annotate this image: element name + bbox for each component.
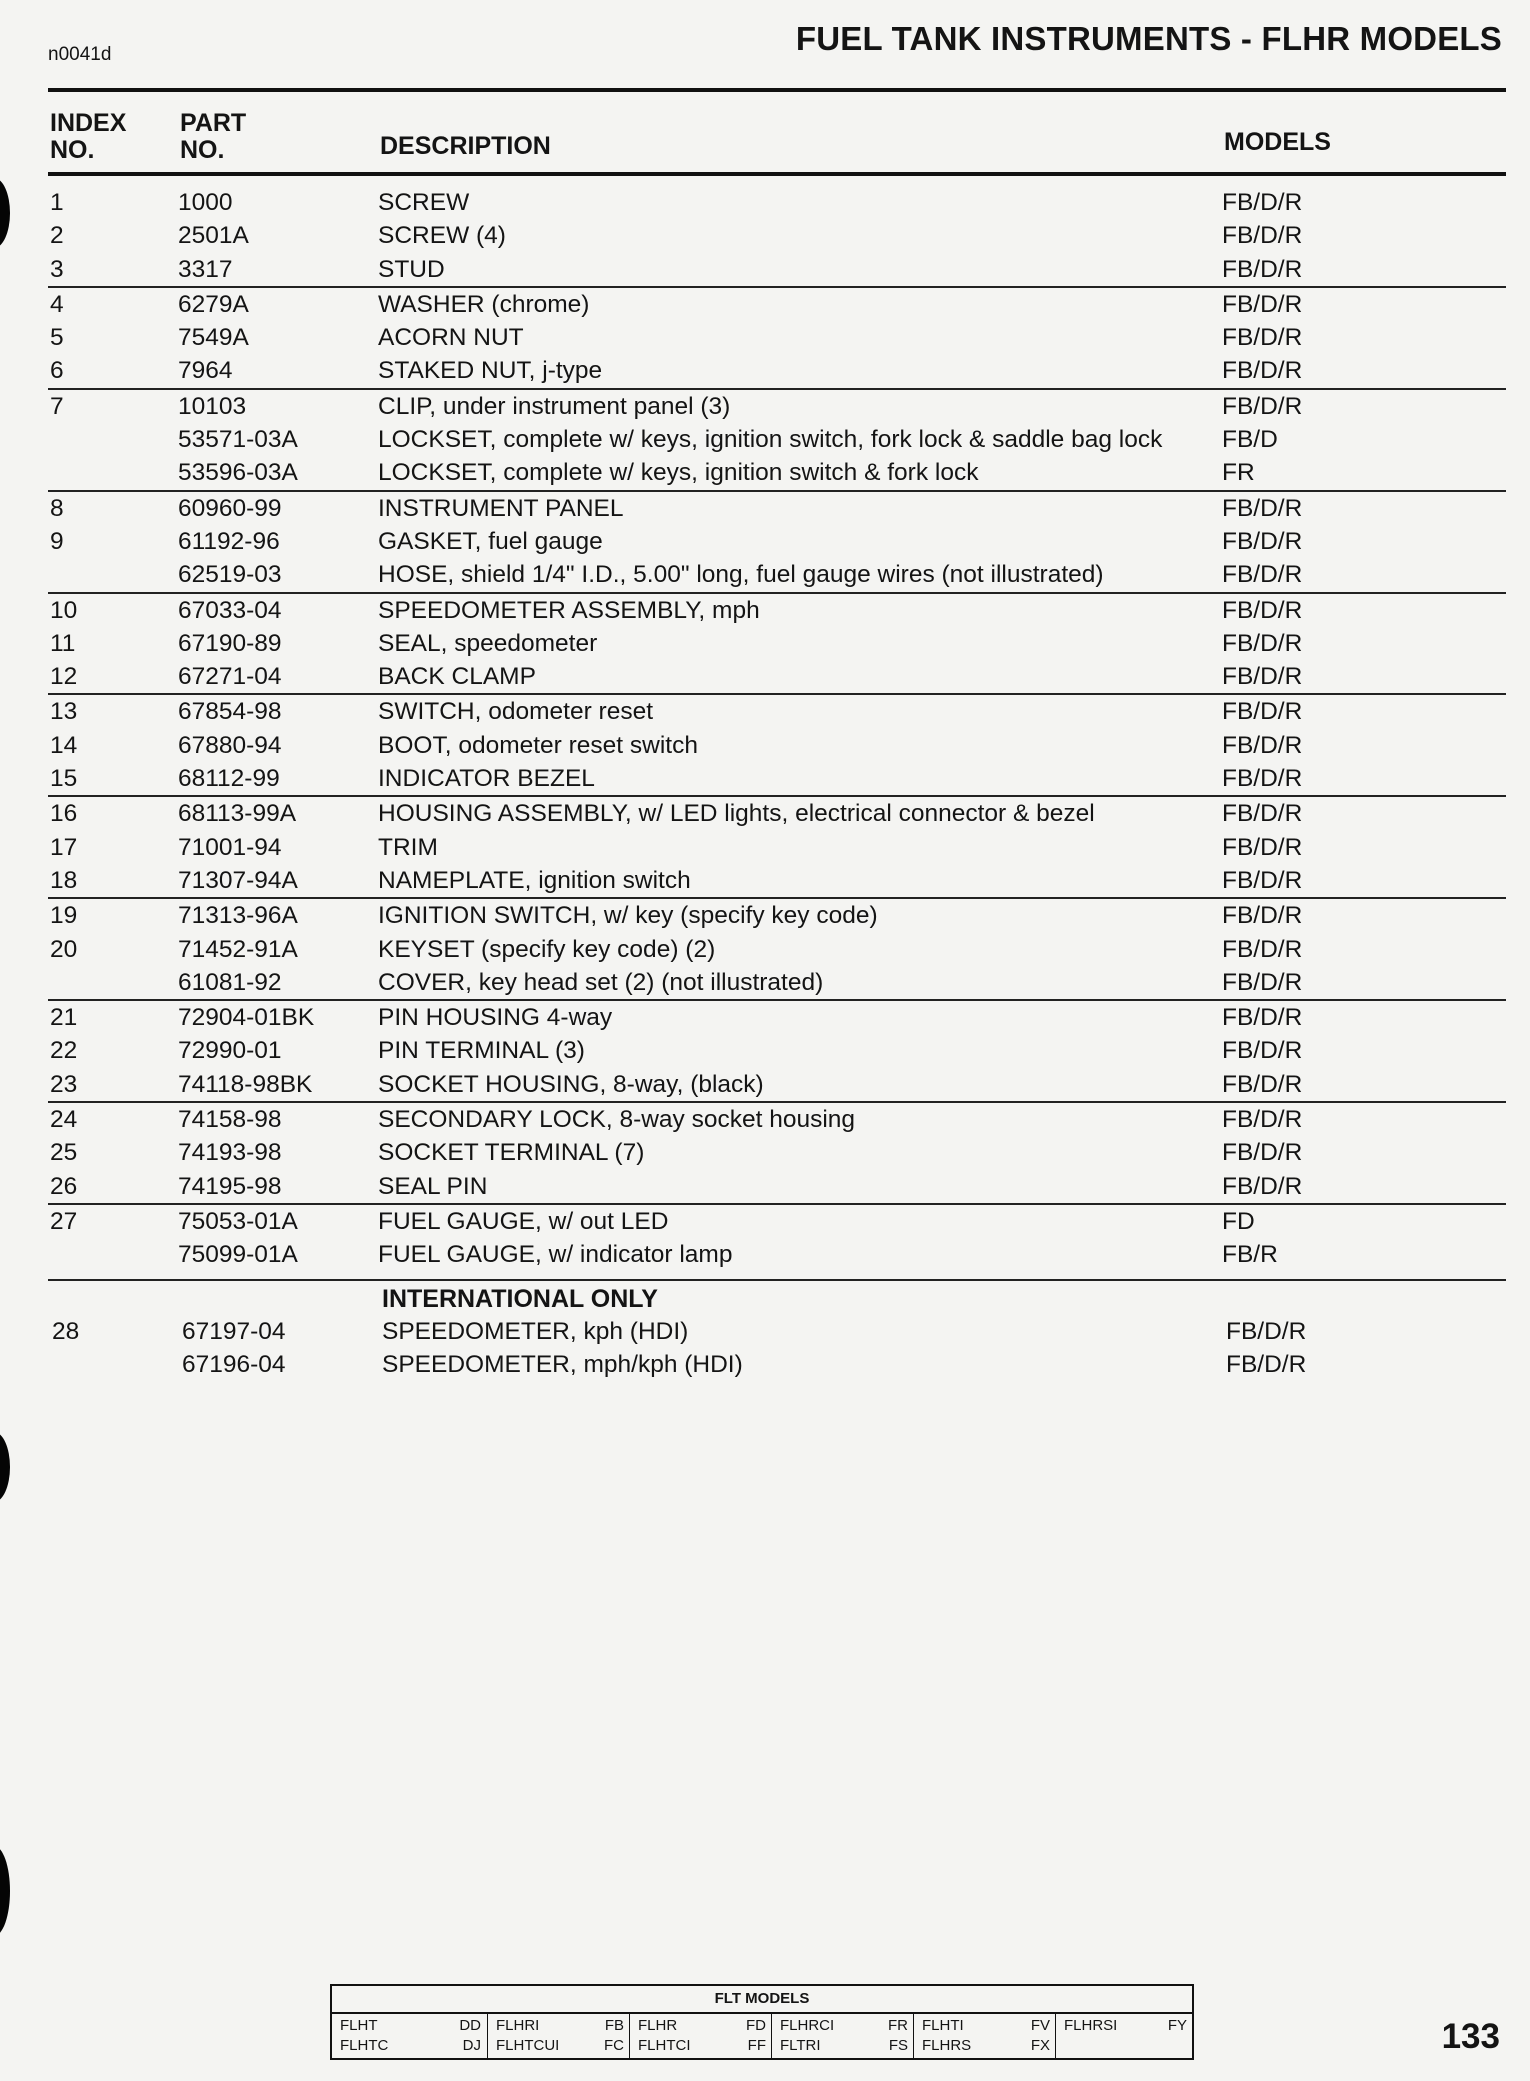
- part-no: 75099-01A: [178, 1241, 298, 1269]
- page-title: FUEL TANK INSTRUMENTS - FLHR MODELS: [795, 20, 1502, 57]
- models: FB/D/R: [1222, 902, 1303, 930]
- part-no: 67197-04: [182, 1318, 286, 1345]
- part-description: STAKED NUT, j-type: [378, 357, 603, 385]
- model-name: FLHT: [340, 2017, 378, 2034]
- page-number: 133: [1441, 2017, 1500, 2056]
- index-no: 19: [50, 902, 78, 930]
- table-row: [0, 219, 1530, 252]
- part-no: 61192-96: [178, 527, 280, 555]
- part-description: CLIP, under instrument panel (3): [378, 392, 731, 420]
- model-code: FS: [888, 2037, 908, 2054]
- flt-model-cell: [1055, 2014, 1193, 2058]
- model-code: FC: [604, 2037, 624, 2054]
- index-no: 12: [50, 663, 78, 691]
- document-code: n0041d: [48, 44, 112, 65]
- models: FB/D/R: [1222, 800, 1303, 828]
- part-description: SPEEDOMETER, kph (HDI): [382, 1318, 689, 1345]
- table-row: [0, 1238, 1530, 1271]
- index-no: 2: [50, 222, 64, 250]
- part-description: FUEL GAUGE, w/ indicator lamp: [378, 1241, 733, 1269]
- models: FB/D/R: [1222, 935, 1303, 963]
- part-no: 7964: [178, 357, 233, 385]
- flt-model-cell: [487, 2014, 630, 2058]
- model-name: FLHRSI: [1064, 2017, 1118, 2034]
- part-no: 71313-96A: [178, 902, 298, 930]
- table-row: [0, 558, 1530, 591]
- models: FB/R: [1222, 1241, 1278, 1269]
- header-index: [50, 110, 126, 164]
- index-no: 11: [50, 629, 76, 657]
- table-row: [48, 592, 1506, 627]
- index-no: 21: [50, 1004, 78, 1032]
- table-row: [0, 831, 1530, 864]
- index-no: 1: [50, 189, 64, 216]
- models: FB/D/R: [1222, 1172, 1303, 1200]
- header-part-line2: NO.: [180, 136, 225, 164]
- models: FB/D/R: [1222, 1070, 1303, 1098]
- part-description: BOOT, odometer reset switch: [378, 731, 698, 759]
- table-row: [0, 1170, 1530, 1203]
- index-no: 3: [50, 255, 64, 283]
- table-row: [48, 1203, 1506, 1238]
- table-row: [0, 729, 1530, 762]
- part-no: 67033-04: [178, 596, 282, 624]
- index-no: 4: [50, 290, 64, 318]
- model-code: FX: [1030, 2037, 1050, 2054]
- models: FB/D/R: [1222, 1106, 1303, 1134]
- part-description: SCREW (4): [378, 222, 506, 250]
- table-row: [0, 354, 1530, 387]
- header-description: DESCRIPTION: [380, 132, 551, 160]
- part-no: 68113-99A: [178, 800, 297, 828]
- part-no: 67880-94: [178, 731, 282, 759]
- index-no: 8: [50, 494, 64, 522]
- part-description: TRIM: [378, 833, 438, 861]
- top-rule: [48, 88, 1506, 92]
- index-no: 13: [50, 698, 78, 726]
- model-code: DD: [459, 2017, 481, 2034]
- index-no: 20: [50, 935, 78, 963]
- model-code: DJ: [462, 2037, 481, 2054]
- part-no: 74118-98BK: [178, 1070, 313, 1098]
- table-row: [0, 1315, 1530, 1348]
- flt-model-cell: [913, 2014, 1056, 2058]
- part-no: 1000: [178, 189, 233, 216]
- part-description: SOCKET HOUSING, 8-way, (black): [378, 1070, 764, 1098]
- header-models: MODELS: [1224, 128, 1331, 156]
- models: FB/D: [1222, 426, 1278, 454]
- part-no: 72904-01BK: [178, 1004, 315, 1032]
- part-no: 10103: [178, 392, 247, 420]
- models: FB/D/R: [1222, 561, 1303, 589]
- table-row: [0, 627, 1530, 660]
- international-rule: [48, 1279, 1506, 1281]
- model-code: FV: [1030, 2017, 1050, 2034]
- flt-model-cell: [771, 2014, 914, 2058]
- index-no: 25: [50, 1139, 78, 1167]
- part-no: 61081-92: [178, 968, 282, 996]
- models: FB/D/R: [1226, 1351, 1307, 1379]
- index-no: 6: [50, 357, 64, 385]
- models: FB/D/R: [1222, 866, 1303, 894]
- model-name: FLTRI: [780, 2037, 821, 2054]
- models: FB/D/R: [1222, 629, 1303, 657]
- table-row: [0, 253, 1530, 286]
- part-no: 53571-03A: [178, 426, 298, 454]
- part-description: SECONDARY LOCK, 8-way socket housing: [378, 1106, 856, 1134]
- part-no: 71452-91A: [178, 935, 298, 963]
- part-no: 74158-98: [178, 1106, 282, 1134]
- part-description: SEAL PIN: [378, 1172, 488, 1200]
- models: FB/D/R: [1222, 357, 1303, 385]
- index-no: 22: [50, 1037, 78, 1065]
- model-code: FD: [746, 2017, 766, 2034]
- part-no: 71307-94A: [178, 866, 298, 894]
- flt-models-title: FLT MODELS: [714, 1990, 810, 2007]
- table-row: [0, 762, 1530, 795]
- part-description: GASKET, fuel gauge: [378, 527, 603, 555]
- part-no: 67854-98: [178, 698, 282, 726]
- table-row: [0, 186, 1530, 219]
- table-row: [48, 795, 1506, 830]
- part-description: INSTRUMENT PANEL: [378, 494, 624, 522]
- model-code: FB: [604, 2017, 624, 2034]
- model-name: FLHRS: [922, 2037, 972, 2054]
- part-no: 72990-01: [178, 1037, 282, 1065]
- part-description: BACK CLAMP: [378, 663, 536, 691]
- index-no: 14: [50, 731, 78, 759]
- models: FB/D/R: [1222, 596, 1303, 624]
- models: FB/D/R: [1226, 1318, 1307, 1345]
- part-description: LOCKSET, complete w/ keys, ignition switch, fork lock & saddle bag lock: [378, 426, 1163, 454]
- binder-hole-middle: [0, 1432, 10, 1502]
- flt-model-cell: [629, 2014, 772, 2058]
- header-part-line1: PART: [180, 109, 247, 137]
- part-no: 67196-04: [182, 1351, 286, 1379]
- models: FB/D/R: [1222, 1037, 1303, 1065]
- table-row: [48, 490, 1506, 525]
- index-no: 18: [50, 866, 78, 894]
- parts-table: [0, 186, 1530, 1272]
- header-index-line1: INDEX: [50, 109, 127, 137]
- international-heading: INTERNATIONAL ONLY: [382, 1285, 658, 1313]
- model-code: FR: [888, 2017, 908, 2034]
- models: FB/D/R: [1222, 527, 1303, 555]
- model-name: FLHRCI: [780, 2017, 835, 2034]
- table-row: [0, 1068, 1530, 1101]
- part-description: SEAL, speedometer: [378, 629, 598, 657]
- models: FB/D/R: [1222, 222, 1303, 250]
- index-no: 27: [50, 1207, 78, 1235]
- part-description: PIN HOUSING 4-way: [378, 1004, 613, 1032]
- part-description: FUEL GAUGE, w/ out LED: [378, 1207, 669, 1235]
- models: FB/D/R: [1222, 324, 1303, 352]
- models: FB/D/R: [1222, 663, 1303, 691]
- model-name: FLHTI: [922, 2017, 964, 2034]
- flt-models-legend: [330, 1984, 1194, 2060]
- binder-hole-bottom: [0, 1846, 10, 1936]
- part-no: 67190-89: [178, 629, 282, 657]
- index-no: 24: [50, 1106, 78, 1134]
- header-index-line2: NO.: [50, 136, 95, 164]
- table-row: [48, 388, 1506, 423]
- table-row: [0, 864, 1530, 897]
- model-name: FLHTCUI: [496, 2037, 560, 2054]
- index-no: 28: [52, 1318, 80, 1345]
- part-no: 75053-01A: [178, 1207, 298, 1235]
- part-description: KEYSET (specify key code) (2): [378, 935, 716, 963]
- models: FD: [1222, 1207, 1255, 1235]
- part-description: IGNITION SWITCH, w/ key (specify key code): [378, 902, 878, 930]
- flt-model-cell: [332, 2014, 487, 2058]
- model-name: FLHR: [638, 2017, 678, 2034]
- part-description: STUD: [378, 255, 445, 283]
- table-row: [48, 286, 1506, 321]
- table-row: [48, 897, 1506, 932]
- part-description: COVER, key head set (2) (not illustrated): [378, 968, 824, 996]
- part-no: 53596-03A: [178, 459, 298, 487]
- part-description: ACORN NUT: [378, 324, 524, 352]
- model-name: FLHTC: [340, 2037, 389, 2054]
- part-no: 74193-98: [178, 1139, 282, 1167]
- part-description: SPEEDOMETER ASSEMBLY, mph: [378, 596, 760, 624]
- table-row: [48, 693, 1506, 728]
- models: FB/D/R: [1222, 731, 1303, 759]
- model-code: FF: [747, 2037, 766, 2054]
- part-no: 6279A: [178, 290, 249, 318]
- part-no: 67271-04: [178, 663, 282, 691]
- table-row: [0, 1348, 1530, 1381]
- index-no: 5: [50, 324, 64, 352]
- models: FB/D/R: [1222, 290, 1303, 318]
- part-no: 71001-94: [178, 833, 282, 861]
- table-row: [0, 966, 1530, 999]
- model-name: FLHRI: [496, 2017, 540, 2034]
- models: FB/D/R: [1222, 494, 1303, 522]
- part-no: 60960-99: [178, 494, 282, 522]
- international-table: [0, 1315, 1530, 1382]
- table-row: [0, 1034, 1530, 1067]
- part-no: 74195-98: [178, 1172, 282, 1200]
- part-description: SOCKET TERMINAL (7): [378, 1139, 645, 1167]
- index-no: 17: [50, 833, 78, 861]
- part-description: HOSE, shield 1/4" I.D., 5.00" long, fuel gauge wires (not illustrated): [378, 561, 1104, 589]
- model-name: FLHTCI: [638, 2037, 691, 2054]
- part-description: WASHER (chrome): [378, 290, 590, 318]
- part-no: 68112-99: [178, 765, 280, 793]
- index-no: 16: [50, 800, 78, 828]
- index-no: 15: [50, 765, 78, 793]
- models: FB/D/R: [1222, 765, 1303, 793]
- header-part: [180, 110, 246, 164]
- models: FB/D/R: [1222, 968, 1303, 996]
- models: FB/D/R: [1222, 1139, 1303, 1167]
- part-description: HOUSING ASSEMBLY, w/ LED lights, electrical connector & bezel: [378, 800, 1095, 828]
- models: FB/D/R: [1222, 833, 1303, 861]
- table-row: [48, 1101, 1506, 1136]
- part-no: 3317: [178, 255, 233, 283]
- models: FB/D/R: [1222, 1004, 1303, 1032]
- part-no: 62519-03: [178, 561, 282, 589]
- part-description: INDICATOR BEZEL: [378, 765, 595, 793]
- header-rule: [48, 172, 1506, 176]
- models: FB/D/R: [1222, 189, 1303, 216]
- table-row: [0, 1136, 1530, 1169]
- index-no: 7: [50, 392, 64, 420]
- index-no: 23: [50, 1070, 78, 1098]
- part-no: 2501A: [178, 222, 249, 250]
- index-no: 10: [50, 596, 78, 624]
- table-row: [48, 999, 1506, 1034]
- index-no: 26: [50, 1172, 78, 1200]
- part-description: SPEEDOMETER, mph/kph (HDI): [382, 1351, 743, 1379]
- part-description: NAMEPLATE, ignition switch: [378, 866, 691, 894]
- part-no: 7549A: [178, 324, 249, 352]
- table-row: [0, 660, 1530, 693]
- index-no: 9: [50, 527, 64, 555]
- part-description: PIN TERMINAL (3): [378, 1037, 585, 1065]
- models: FR: [1222, 459, 1255, 487]
- models: FB/D/R: [1222, 255, 1303, 283]
- part-description: LOCKSET, complete w/ keys, ignition switch & fork lock: [378, 459, 979, 487]
- model-code: FY: [1167, 2017, 1187, 2034]
- table-row: [0, 525, 1530, 558]
- models: FB/D/R: [1222, 392, 1303, 420]
- table-row: [0, 423, 1530, 456]
- models: FB/D/R: [1222, 698, 1303, 726]
- table-row: [0, 933, 1530, 966]
- part-description: SCREW: [378, 189, 470, 216]
- part-description: SWITCH, odometer reset: [378, 698, 654, 726]
- table-row: [0, 456, 1530, 489]
- table-row: [0, 321, 1530, 354]
